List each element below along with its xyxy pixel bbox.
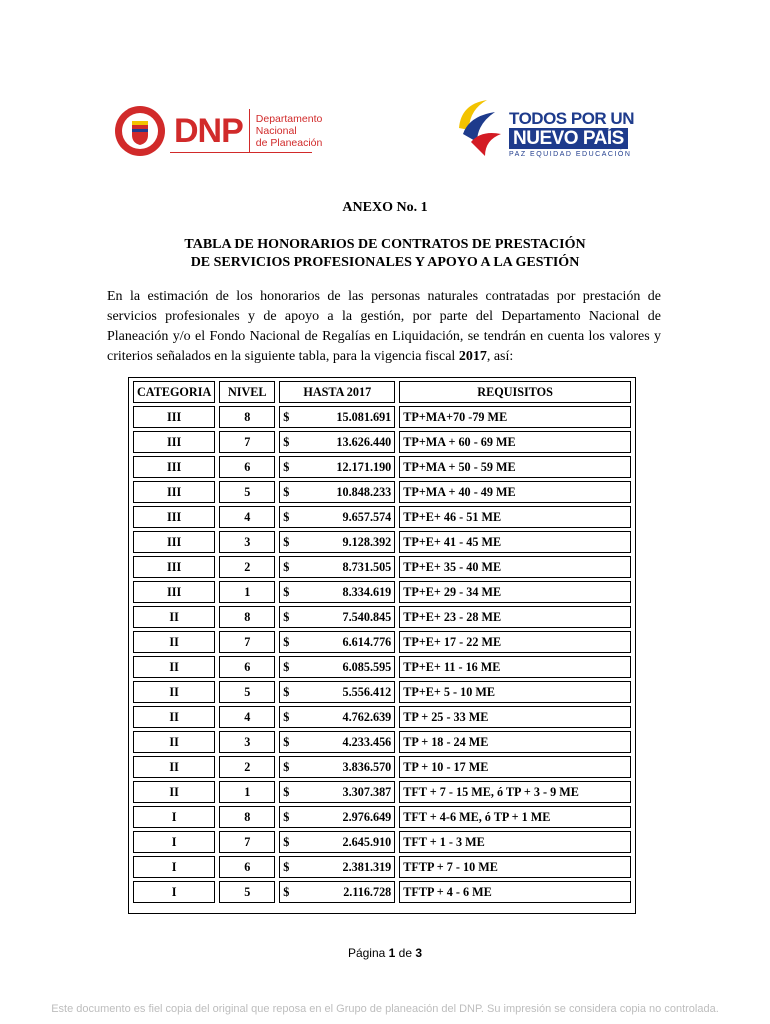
cell-requisitos: TFT + 4-6 ME, ó TP + 1 ME — [399, 806, 631, 828]
cell-nivel: 7 — [219, 631, 275, 653]
cell-hasta-2017 — [279, 631, 395, 653]
cell-categoria: II — [133, 731, 215, 753]
cell-categoria: III — [133, 431, 215, 453]
table-row — [133, 881, 631, 903]
amount-value: 15.081.691 — [336, 409, 392, 424]
currency-symbol: $ — [283, 734, 290, 749]
table-row — [133, 456, 631, 478]
currency-symbol: $ — [283, 434, 290, 449]
cell-requisitos: TP + 18 - 24 ME — [399, 731, 631, 753]
table-row — [133, 681, 631, 703]
cell-requisitos: TP+E+ 5 - 10 ME — [399, 681, 631, 703]
amount-value: 9.657.574 — [342, 509, 392, 524]
amount-value: 9.128.392 — [342, 534, 392, 549]
cell-requisitos: TP+E+ 11 - 16 ME — [399, 656, 631, 678]
table-row — [133, 431, 631, 453]
cell-hasta-2017 — [279, 881, 395, 903]
title-line-2: DE SERVICIOS PROFESIONALES Y APOYO A LA GESTIÓN — [190, 255, 580, 270]
cell-categoria: III — [133, 481, 215, 503]
currency-symbol: $ — [283, 659, 290, 674]
cell-requisitos: TP+E+ 46 - 51 ME — [399, 506, 631, 528]
amount-value: 2.381.319 — [342, 859, 392, 874]
currency-symbol: $ — [283, 759, 290, 774]
dnp-sub-line-2: Nacional — [255, 125, 297, 137]
header-categoria: CATEGORIA — [133, 381, 215, 403]
cell-nivel: 6 — [219, 456, 275, 478]
np-line-2: NUEVO PAÍS — [509, 128, 628, 149]
colombia-seal-icon — [114, 105, 166, 157]
currency-symbol: $ — [283, 634, 290, 649]
dnp-sub-line-1: Departamento — [255, 113, 323, 125]
table-row — [133, 631, 631, 653]
amount-value: 2.645.910 — [342, 834, 392, 849]
cell-hasta-2017 — [279, 681, 395, 703]
table-row — [133, 406, 631, 428]
nuevo-pais-swoosh-icon — [455, 98, 505, 160]
cell-categoria: II — [133, 631, 215, 653]
cell-hasta-2017 — [279, 731, 395, 753]
table-row — [133, 706, 631, 728]
amount-value: 6.614.776 — [342, 634, 392, 649]
intro-text: En la estimación de los honorarios de las personas naturales contratadas por prestación de servicios profesionales y de apoyo a la gestión, por parte del Departamento Nacional de Planeación y/o el Fondo Nacional de Regalías en Liquidación, se tendrán en cuenta los valores y criterios señalados en la siguiente tabla, para la vigencia fiscal — [107, 289, 661, 364]
cell-hasta-2017 — [279, 481, 395, 503]
table-row — [133, 856, 631, 878]
cell-hasta-2017 — [279, 531, 395, 553]
dnp-divider — [249, 109, 250, 153]
currency-symbol: $ — [283, 784, 290, 799]
amount-value: 2.116.728 — [343, 884, 392, 899]
cell-nivel: 1 — [219, 581, 275, 603]
table-body — [133, 406, 631, 903]
table-row — [133, 531, 631, 553]
table-row — [133, 806, 631, 828]
intro-year: 2017 — [458, 349, 487, 364]
cell-categoria: I — [133, 806, 215, 828]
currency-symbol: $ — [283, 684, 290, 699]
table-row — [133, 581, 631, 603]
amount-value: 3.307.387 — [342, 784, 392, 799]
cell-nivel: 5 — [219, 481, 275, 503]
title-line-1: TABLA DE HONORARIOS DE CONTRATOS DE PRESTACIÓN — [184, 237, 586, 252]
cell-hasta-2017 — [279, 806, 395, 828]
currency-symbol: $ — [283, 459, 290, 474]
dnp-underline — [170, 152, 312, 153]
cell-categoria: II — [133, 681, 215, 703]
table-row — [133, 756, 631, 778]
cell-nivel: 3 — [219, 531, 275, 553]
cell-requisitos: TP+E+ 17 - 22 ME — [399, 631, 631, 653]
cell-nivel: 6 — [219, 856, 275, 878]
cell-categoria: II — [133, 656, 215, 678]
cell-categoria: III — [133, 556, 215, 578]
cell-nivel: 8 — [219, 406, 275, 428]
fees-table — [129, 378, 635, 906]
table-row — [133, 506, 631, 528]
currency-symbol: $ — [283, 509, 290, 524]
table-row — [133, 606, 631, 628]
cell-nivel: 6 — [219, 656, 275, 678]
table-row — [133, 781, 631, 803]
cell-nivel: 4 — [219, 706, 275, 728]
amount-value: 4.762.639 — [342, 709, 392, 724]
table-header-row — [133, 381, 631, 403]
amount-value: 6.085.595 — [342, 659, 392, 674]
cell-requisitos: TP+E+ 29 - 34 ME — [399, 581, 631, 603]
table-row — [133, 831, 631, 853]
cell-nivel: 2 — [219, 756, 275, 778]
nuevo-pais-logo — [455, 98, 634, 162]
cell-requisitos: TP+MA + 60 - 69 ME — [399, 431, 631, 453]
document-title — [0, 236, 770, 272]
amount-value: 7.540.845 — [342, 609, 392, 624]
currency-symbol: $ — [283, 609, 290, 624]
cell-nivel: 7 — [219, 831, 275, 853]
page-total: 3 — [415, 946, 423, 960]
fees-table-frame — [128, 377, 636, 914]
cell-categoria: II — [133, 606, 215, 628]
currency-symbol: $ — [283, 409, 290, 424]
cell-hasta-2017 — [279, 506, 395, 528]
header-hasta-2017: HASTA 2017 — [279, 381, 395, 403]
header-nivel: NIVEL — [219, 381, 275, 403]
dnp-sub-line-3: de Planeación — [255, 137, 323, 149]
header-requisitos: REQUISITOS — [399, 381, 631, 403]
table-row — [133, 656, 631, 678]
amount-value: 8.334.619 — [342, 584, 392, 599]
currency-symbol: $ — [283, 884, 290, 899]
page-current: 1 — [388, 946, 396, 960]
amount-value: 2.976.649 — [342, 809, 392, 824]
nuevo-pais-text — [509, 110, 634, 158]
cell-requisitos: TFT + 7 - 15 ME, ó TP + 3 - 9 ME — [399, 781, 631, 803]
cell-hasta-2017 — [279, 781, 395, 803]
cell-categoria: II — [133, 756, 215, 778]
header-logos — [0, 98, 770, 168]
cell-requisitos: TP + 25 - 33 ME — [399, 706, 631, 728]
intro-suffix: , así: — [486, 349, 514, 364]
page-prefix: Página — [347, 946, 389, 960]
cell-requisitos: TP+E+ 23 - 28 ME — [399, 606, 631, 628]
cell-requisitos: TP+MA + 50 - 59 ME — [399, 456, 631, 478]
cell-categoria: I — [133, 881, 215, 903]
cell-nivel: 8 — [219, 606, 275, 628]
amount-value: 12.171.190 — [336, 459, 392, 474]
cell-categoria: II — [133, 706, 215, 728]
table-row — [133, 731, 631, 753]
cell-hasta-2017 — [279, 456, 395, 478]
cell-hasta-2017 — [279, 656, 395, 678]
currency-symbol: $ — [283, 584, 290, 599]
amount-value: 5.556.412 — [342, 684, 392, 699]
cell-requisitos: TP+E+ 35 - 40 ME — [399, 556, 631, 578]
currency-symbol: $ — [283, 534, 290, 549]
page-number — [0, 946, 770, 960]
cell-categoria: II — [133, 781, 215, 803]
cell-nivel: 5 — [219, 681, 275, 703]
cell-nivel: 2 — [219, 556, 275, 578]
page-mid: de — [395, 946, 416, 960]
annex-title: ANEXO No. 1 — [342, 200, 428, 215]
cell-requisitos: TP+MA + 40 - 49 ME — [399, 481, 631, 503]
cell-hasta-2017 — [279, 831, 395, 853]
cell-categoria: III — [133, 456, 215, 478]
cell-hasta-2017 — [279, 606, 395, 628]
amount-value: 13.626.440 — [336, 434, 392, 449]
currency-symbol: $ — [283, 834, 290, 849]
table-row — [133, 481, 631, 503]
dnp-wordmark: DNP — [174, 111, 243, 150]
amount-value: 3.836.570 — [342, 759, 392, 774]
cell-requisitos: TP+MA+70 -79 ME — [399, 406, 631, 428]
cell-nivel: 1 — [219, 781, 275, 803]
cell-nivel: 3 — [219, 731, 275, 753]
cell-hasta-2017 — [279, 431, 395, 453]
cell-categoria: I — [133, 831, 215, 853]
np-line-3: PAZ EQUIDAD EDUCACIÓN — [509, 151, 632, 158]
cell-requisitos: TP+E+ 41 - 45 ME — [399, 531, 631, 553]
table-row — [133, 556, 631, 578]
cell-nivel: 4 — [219, 506, 275, 528]
currency-symbol: $ — [283, 559, 290, 574]
currency-symbol: $ — [283, 484, 290, 499]
cell-requisitos: TFTP + 7 - 10 ME — [399, 856, 631, 878]
cell-hasta-2017 — [279, 581, 395, 603]
cell-hasta-2017 — [279, 756, 395, 778]
cell-hasta-2017 — [279, 556, 395, 578]
footer-disclaimer: Este documento es fiel copia del original que reposa en el Grupo de planeación del DNP. Su impresión se considera copia no controlada. — [51, 1003, 719, 1015]
dnp-subtitle — [256, 113, 323, 149]
cell-requisitos: TFT + 1 - 3 ME — [399, 831, 631, 853]
currency-symbol: $ — [283, 709, 290, 724]
cell-hasta-2017 — [279, 856, 395, 878]
amount-value: 10.848.233 — [336, 484, 392, 499]
currency-symbol: $ — [283, 809, 290, 824]
cell-requisitos: TFTP + 4 - 6 ME — [399, 881, 631, 903]
amount-value: 8.731.505 — [342, 559, 392, 574]
cell-hasta-2017 — [279, 406, 395, 428]
cell-categoria: III — [133, 581, 215, 603]
cell-categoria: III — [133, 531, 215, 553]
cell-categoria: III — [133, 506, 215, 528]
currency-symbol: $ — [283, 859, 290, 874]
cell-nivel: 7 — [219, 431, 275, 453]
dnp-logo — [114, 104, 322, 158]
intro-paragraph — [107, 287, 661, 367]
cell-nivel: 5 — [219, 881, 275, 903]
cell-requisitos: TP + 10 - 17 ME — [399, 756, 631, 778]
np-line-1: TODOS POR UN — [509, 109, 634, 128]
cell-categoria: I — [133, 856, 215, 878]
amount-value: 4.233.456 — [342, 734, 392, 749]
cell-hasta-2017 — [279, 706, 395, 728]
cell-categoria: III — [133, 406, 215, 428]
cell-nivel: 8 — [219, 806, 275, 828]
